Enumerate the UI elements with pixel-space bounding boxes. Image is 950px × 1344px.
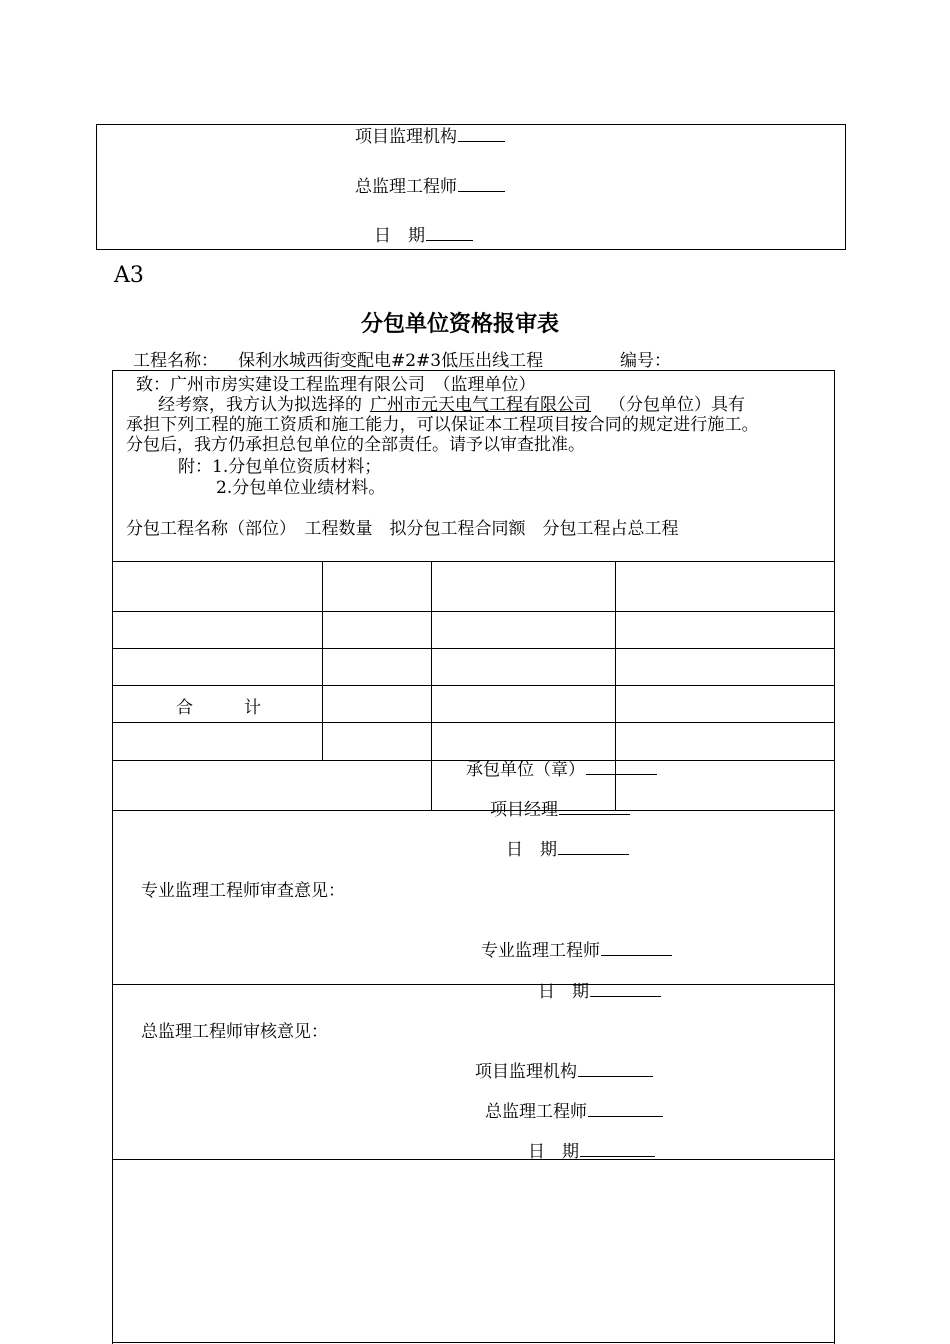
chief-engineer-label: 总监理工程师 [485,1102,587,1122]
table-line-3 [112,685,835,686]
form-title: 分包单位资格报审表 [361,312,560,337]
main-form-frame [112,370,835,1344]
project-manager-line [490,802,630,819]
specialist-engineer-blank [601,954,672,956]
top-chief-label: 总监理工程师 [355,177,457,197]
table-line-4 [112,722,835,723]
specialist-date-line [538,984,661,1001]
contractor-date-line [506,842,629,859]
paragraph-1-after: （分包单位）具有 [609,395,745,415]
specialist-opinion-label: 专业监理工程师审查意见： [141,881,345,901]
table-line-top [112,561,835,562]
contractor-unit-line [466,762,657,779]
top-chief-blank [458,190,505,192]
top-date-blank [426,239,473,241]
contractor-date-label: 日 期 [506,840,557,860]
contractor-unit-blank [586,773,657,775]
page-bottom-line [112,1342,835,1343]
column-headers: 分包工程名称（部位） 工程数量 拟分包工程合同额 分包工程占总工程 [126,519,679,539]
section-line-chief [112,1159,835,1160]
chief-date-line [528,1144,655,1161]
total-label: 合 计 [176,698,261,718]
number-label: 编号： [620,351,671,371]
table-col-divider-1 [322,561,323,760]
specialist-date-label: 日 期 [538,982,589,1002]
paragraph-line-1 [158,397,745,414]
specialist-date-blank [590,995,661,997]
paragraph-line-2: 承担下列工程的施工资质和施工能力，可以保证本工程项目按合同的规定进行施工。 [126,415,759,435]
contractor-unit-label: 承包单位（章） [466,760,585,780]
chief-engineer-blank [588,1115,663,1117]
chief-opinion-label: 总监理工程师审核意见： [141,1022,328,1042]
chief-org-blank [578,1075,653,1077]
top-date-label: 日 期 [374,226,425,246]
table-line-1 [112,611,835,612]
top-org-blank [458,140,505,142]
specialist-engineer-line [481,943,672,960]
top-chief-line [355,179,505,196]
chief-engineer-line [485,1104,663,1121]
attachment-1: 附：1.分包单位资质材料； [178,457,382,477]
project-manager-label: 项目经理 [490,800,558,820]
to-line: 致：广州市房实建设工程监理有限公司 （监理单位） [136,375,536,395]
specialist-engineer-label: 专业监理工程师 [481,941,600,961]
subcontractor-name: 广州市元天电气工程有限公司 [370,395,591,415]
paragraph-1-before: 经考察，我方认为拟选择的 [158,395,362,415]
chief-org-label: 项目监理机构 [475,1062,577,1082]
table-col-divider-2 [431,561,432,810]
attachment-2: 2.分包单位业绩材料。 [216,478,386,498]
top-org-line [355,129,505,146]
project-name: 保利水城西街变配电#2#3低压出线工程 [238,351,544,371]
project-label: 工程名称： [133,351,218,371]
chief-date-label: 日 期 [528,1142,579,1162]
project-manager-blank [559,813,630,815]
chief-org-line [475,1064,653,1081]
top-org-label: 项目监理机构 [355,127,457,147]
contractor-date-blank [558,853,629,855]
section-line-specialist [112,984,835,985]
table-line-2 [112,648,835,649]
top-date-line [374,228,473,245]
chief-date-blank [580,1155,655,1157]
paragraph-line-3: 分包后，我方仍承担总包单位的全部责任。请予以审查批准。 [126,435,585,455]
form-code: A3 [114,263,144,288]
section-line-contractor [112,810,835,811]
